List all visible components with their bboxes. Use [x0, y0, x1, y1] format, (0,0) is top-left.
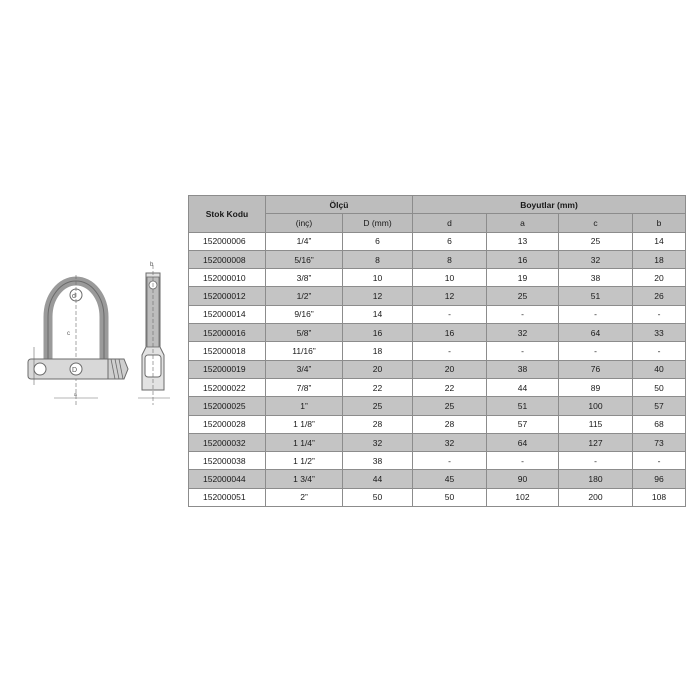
spec-table	[188, 195, 686, 507]
a-cell: 25	[487, 287, 559, 305]
d-cell: -	[413, 342, 487, 360]
stock-code-cell: 152000038	[189, 452, 266, 470]
spec-table-body	[189, 232, 686, 506]
d-cell: 12	[413, 287, 487, 305]
d-mm-cell: 50	[343, 488, 413, 506]
a-cell: 102	[487, 488, 559, 506]
inch-cell: 1/2”	[266, 287, 343, 305]
b-cell: 96	[633, 470, 686, 488]
c-cell: 180	[559, 470, 633, 488]
table-row	[189, 232, 686, 250]
a-cell: 51	[487, 397, 559, 415]
d-cell: -	[413, 452, 487, 470]
stock-code-cell: 152000012	[189, 287, 266, 305]
stock-code-cell: 152000028	[189, 415, 266, 433]
table-row	[189, 488, 686, 506]
a-cell: 32	[487, 324, 559, 342]
a-cell: -	[487, 342, 559, 360]
d-cell: 28	[413, 415, 487, 433]
label-d: d	[72, 293, 76, 300]
inch-cell: 5/8”	[266, 324, 343, 342]
label-b: b	[150, 262, 154, 268]
d-cell: 32	[413, 433, 487, 451]
label-D: D	[72, 367, 78, 374]
inch-cell: 9/16”	[266, 305, 343, 323]
stock-code-cell: 152000044	[189, 470, 266, 488]
b-cell: 73	[633, 433, 686, 451]
header-b: b	[633, 214, 686, 232]
header-size: Ölçü	[266, 196, 413, 214]
inch-cell: 3/8”	[266, 269, 343, 287]
b-cell: 68	[633, 415, 686, 433]
d-mm-cell: 14	[343, 305, 413, 323]
shackle-technical-drawing	[14, 255, 186, 410]
a-cell: -	[487, 305, 559, 323]
c-cell: 38	[559, 269, 633, 287]
stock-code-cell: 152000051	[189, 488, 266, 506]
c-cell: 32	[559, 250, 633, 268]
d-mm-cell: 44	[343, 470, 413, 488]
stock-code-cell: 152000008	[189, 250, 266, 268]
inch-cell: 11/16”	[266, 342, 343, 360]
table-row	[189, 287, 686, 305]
d-mm-cell: 8	[343, 250, 413, 268]
stock-code-cell: 152000019	[189, 360, 266, 378]
c-cell: 25	[559, 232, 633, 250]
table-row	[189, 269, 686, 287]
d-mm-cell: 20	[343, 360, 413, 378]
d-cell: 8	[413, 250, 487, 268]
d-mm-cell: 16	[343, 324, 413, 342]
c-cell: 100	[559, 397, 633, 415]
d-mm-cell: 18	[343, 342, 413, 360]
table-row	[189, 360, 686, 378]
a-cell: 38	[487, 360, 559, 378]
label-c: c	[67, 331, 70, 337]
header-a: a	[487, 214, 559, 232]
b-cell: 26	[633, 287, 686, 305]
d-cell: 20	[413, 360, 487, 378]
c-cell: -	[559, 452, 633, 470]
d-mm-cell: 25	[343, 397, 413, 415]
inch-cell: 2”	[266, 488, 343, 506]
a-cell: 57	[487, 415, 559, 433]
b-cell: 57	[633, 397, 686, 415]
c-cell: 115	[559, 415, 633, 433]
label-a: a	[74, 392, 77, 398]
header-d: d	[413, 214, 487, 232]
c-cell: 127	[559, 433, 633, 451]
d-mm-cell: 12	[343, 287, 413, 305]
stock-code-cell: 152000032	[189, 433, 266, 451]
d-cell: 16	[413, 324, 487, 342]
table-row	[189, 452, 686, 470]
header-c: c	[559, 214, 633, 232]
d-mm-cell: 38	[343, 452, 413, 470]
b-cell: -	[633, 452, 686, 470]
a-cell: 19	[487, 269, 559, 287]
a-cell: 44	[487, 378, 559, 396]
b-cell: -	[633, 342, 686, 360]
inch-cell: 3/4”	[266, 360, 343, 378]
c-cell: 89	[559, 378, 633, 396]
b-cell: 18	[633, 250, 686, 268]
b-cell: 33	[633, 324, 686, 342]
table-row	[189, 324, 686, 342]
d-mm-cell: 28	[343, 415, 413, 433]
d-cell: -	[413, 305, 487, 323]
stock-code-cell: 152000016	[189, 324, 266, 342]
spec-table-header	[189, 196, 686, 233]
d-cell: 22	[413, 378, 487, 396]
a-cell: 90	[487, 470, 559, 488]
inch-cell: 5/16”	[266, 250, 343, 268]
c-cell: -	[559, 342, 633, 360]
stock-code-cell: 152000010	[189, 269, 266, 287]
table-row	[189, 342, 686, 360]
c-cell: 51	[559, 287, 633, 305]
header-d-mm: D (mm)	[343, 214, 413, 232]
table-row	[189, 433, 686, 451]
table-row	[189, 378, 686, 396]
inch-cell: 1 1/8”	[266, 415, 343, 433]
shackle-front-view	[28, 275, 128, 405]
d-cell: 10	[413, 269, 487, 287]
shackle-side-view	[138, 265, 170, 405]
d-mm-cell: 32	[343, 433, 413, 451]
d-mm-cell: 10	[343, 269, 413, 287]
stock-code-cell: 152000018	[189, 342, 266, 360]
stock-code-cell: 152000025	[189, 397, 266, 415]
d-cell: 50	[413, 488, 487, 506]
table-row	[189, 470, 686, 488]
a-cell: 16	[487, 250, 559, 268]
a-cell: 13	[487, 232, 559, 250]
stock-code-cell: 152000022	[189, 378, 266, 396]
b-cell: 108	[633, 488, 686, 506]
d-mm-cell: 22	[343, 378, 413, 396]
inch-cell: 1”	[266, 397, 343, 415]
b-cell: 20	[633, 269, 686, 287]
d-cell: 6	[413, 232, 487, 250]
table-row	[189, 397, 686, 415]
inch-cell: 7/8”	[266, 378, 343, 396]
b-cell: 50	[633, 378, 686, 396]
d-cell: 45	[413, 470, 487, 488]
stock-code-cell: 152000014	[189, 305, 266, 323]
header-dimensions: Boyutlar (mm)	[413, 196, 686, 214]
inch-cell: 1 1/4”	[266, 433, 343, 451]
a-cell: 64	[487, 433, 559, 451]
c-cell: -	[559, 305, 633, 323]
b-cell: 14	[633, 232, 686, 250]
table-row	[189, 250, 686, 268]
inch-cell: 1 3/4”	[266, 470, 343, 488]
stock-code-cell: 152000006	[189, 232, 266, 250]
b-cell: 40	[633, 360, 686, 378]
a-cell: -	[487, 452, 559, 470]
b-cell: -	[633, 305, 686, 323]
inch-cell: 1/4”	[266, 232, 343, 250]
c-cell: 200	[559, 488, 633, 506]
inch-cell: 1 1/2”	[266, 452, 343, 470]
table-row	[189, 305, 686, 323]
c-cell: 64	[559, 324, 633, 342]
c-cell: 76	[559, 360, 633, 378]
header-inch: (inç)	[266, 214, 343, 232]
table-row	[189, 415, 686, 433]
d-mm-cell: 6	[343, 232, 413, 250]
header-stock-code: Stok Kodu	[189, 196, 266, 233]
d-cell: 25	[413, 397, 487, 415]
